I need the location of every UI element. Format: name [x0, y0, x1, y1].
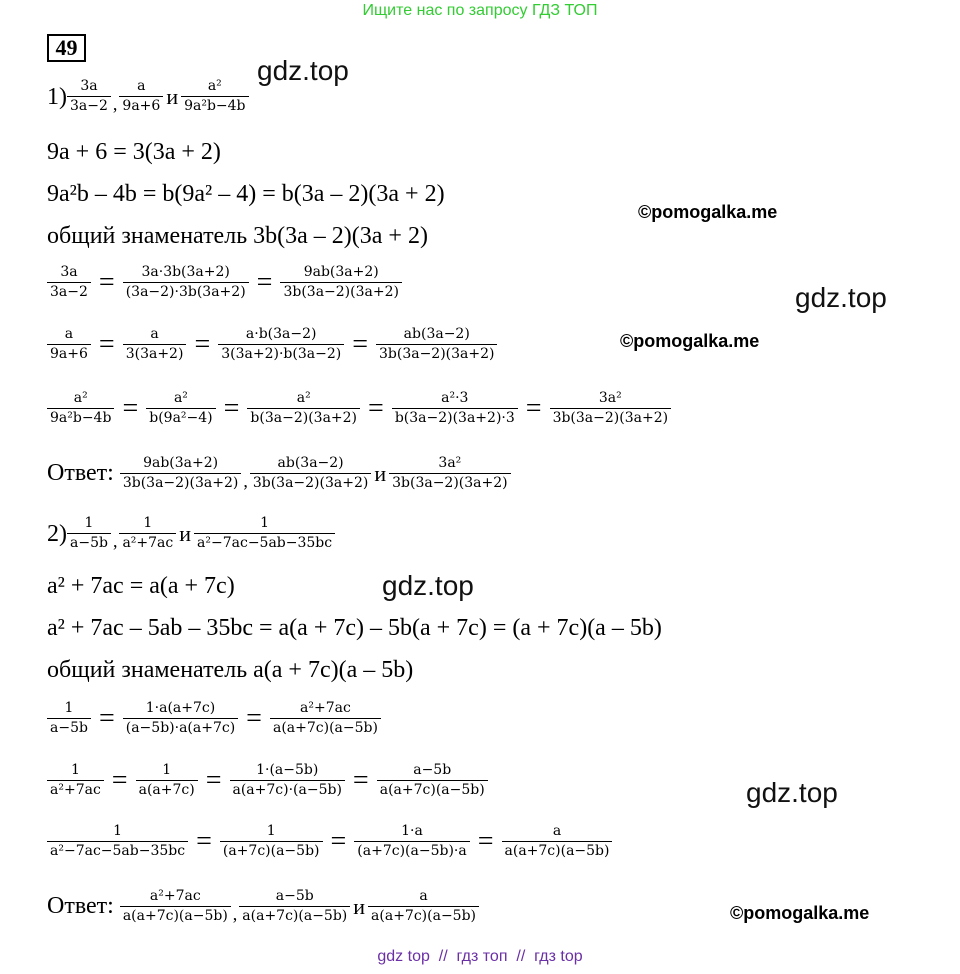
part1-line3: общий знаменатель 3b(3a – 2)(3a + 2): [47, 223, 428, 249]
comma: ,: [232, 904, 238, 924]
equals-sign: =: [352, 328, 368, 360]
comma: ,: [112, 531, 118, 551]
numerator: 1: [266, 823, 276, 839]
fraction: [247, 390, 360, 427]
numerator: ab(3a−2): [277, 455, 344, 471]
equals-sign: =: [196, 825, 212, 857]
denominator: a(a+7c)(a−5b): [368, 906, 479, 925]
fraction: [119, 78, 163, 115]
part1-equation-2: [47, 326, 497, 363]
denominator: (3a−2)·3b(3a+2): [123, 282, 249, 301]
denominator: 3(3a+2)·b(3a−2): [218, 344, 344, 363]
watermark-gdz-4: gdz.top: [746, 777, 838, 808]
denominator: b(3a−2)(3a+2): [247, 408, 360, 427]
equals-sign: =: [256, 266, 273, 298]
part2-label: 2): [47, 520, 67, 547]
watermark-gdz-3: gdz.top: [382, 570, 474, 601]
equals-sign: =: [194, 328, 211, 360]
part2-line1: a² + 7ac = a(a + 7c): [47, 573, 235, 599]
part1-answer: [47, 455, 511, 492]
fraction: [120, 888, 231, 925]
denominator: a²−7ac−5ab−35bc: [194, 533, 335, 552]
comma: ,: [243, 471, 248, 491]
fraction: [47, 700, 91, 737]
denominator: 9a²b−4b: [181, 96, 248, 115]
equals-sign: =: [368, 392, 384, 424]
fraction: [218, 326, 344, 363]
denominator: (a+7c)(a−5b)·a: [354, 841, 469, 860]
numerator: a²: [207, 78, 222, 94]
denominator: a²+7ac: [119, 533, 176, 552]
fraction: [377, 762, 488, 799]
fraction: [67, 78, 111, 115]
numerator: 1: [64, 700, 74, 716]
fraction: [67, 515, 111, 552]
watermark-gdz-2: gdz.top: [795, 282, 887, 313]
fraction: [47, 762, 104, 799]
numerator: 1: [113, 823, 122, 839]
numerator: 1: [162, 762, 172, 778]
numerator: 1·(a−5b): [256, 762, 319, 778]
equals-sign: =: [205, 764, 222, 796]
denominator: 9a+6: [119, 96, 163, 115]
header-search-hint[interactable]: Ищите нас по запросу ГДЗ ТОП: [362, 2, 598, 19]
numerator: 1·a: [401, 823, 423, 839]
fraction: [194, 515, 335, 552]
denominator: a(a+7c)·(a−5b): [230, 780, 345, 799]
equals-sign: =: [122, 392, 139, 424]
denominator: a²+7ac: [47, 780, 104, 799]
numerator: 9ab(3a+2): [143, 455, 219, 471]
numerator: 3a²: [598, 390, 622, 406]
answer-label: Ответ:: [47, 893, 114, 919]
part2-answer: [47, 888, 479, 925]
part1-equation-3: [47, 390, 671, 427]
fraction: [47, 326, 91, 363]
numerator: a−5b: [275, 888, 314, 904]
denominator: b(3a−2)(3a+2)·3: [392, 408, 518, 427]
fraction: [181, 78, 248, 115]
numerator: a: [419, 888, 428, 904]
comma: ,: [112, 94, 118, 114]
numerator: 3a²: [438, 455, 462, 471]
watermark-gdz-1: gdz.top: [257, 55, 349, 86]
part2-equation-2: [47, 762, 488, 799]
denominator: (a−5b)·a(a+7c): [123, 718, 238, 737]
denominator: 3a−2: [47, 282, 91, 301]
part2-equation-3: [47, 823, 612, 860]
numerator: a²: [173, 390, 188, 406]
numerator: 1: [143, 515, 153, 531]
numerator: a−5b: [413, 762, 452, 778]
numerator: ab(3a−2): [403, 326, 470, 342]
denominator: a(a+7c)(a−5b): [239, 906, 350, 925]
numerator: 1: [84, 515, 94, 531]
numerator: 1: [70, 762, 80, 778]
fraction: [250, 455, 372, 492]
numerator: 1·a(a+7c): [145, 700, 216, 716]
equals-sign: =: [111, 764, 128, 796]
numerator: 3a·3b(3a+2): [141, 264, 230, 280]
part1-label: 1): [47, 83, 67, 110]
denominator: 9a+6: [47, 344, 91, 363]
denominator: 9a²b−4b: [47, 408, 114, 427]
denominator: a(a+7c)(a−5b): [120, 906, 231, 925]
fraction: [230, 762, 345, 799]
denominator: b(9a²−4): [146, 408, 215, 427]
numerator: a²: [73, 390, 88, 406]
equals-sign: =: [98, 702, 115, 734]
watermark-pomogalka-2: ©pomogalka.me: [620, 331, 760, 351]
part2-equation-1: [47, 700, 381, 737]
denominator: (a+7c)(a−5b): [220, 841, 323, 860]
denominator: a²−7ac−5ab−35bc: [47, 841, 188, 860]
fraction: [119, 515, 176, 552]
numerator: 3a: [80, 78, 98, 94]
fraction: [123, 700, 238, 737]
part1-line1: 9a + 6 = 3(3a + 2): [47, 139, 221, 165]
denominator: 3b(3a−2)(3a+2): [250, 473, 372, 492]
conjunction: и: [179, 520, 192, 546]
equals-sign: =: [246, 702, 262, 734]
denominator: 3b(3a−2)(3a+2): [550, 408, 672, 427]
numerator: a²+7ac: [149, 888, 201, 904]
numerator: 1: [260, 515, 270, 531]
part2-line2: a² + 7ac – 5ab – 35bc = a(a + 7c) – 5b(a + 7c) = (a + 7c)(a – 5b): [47, 615, 662, 641]
fraction: [354, 823, 469, 860]
equals-sign: =: [330, 825, 347, 857]
fraction: [120, 455, 242, 492]
fraction: [47, 264, 91, 301]
fraction: [123, 264, 249, 301]
denominator: a(a+7c)(a−5b): [377, 780, 488, 799]
equals-sign: =: [477, 825, 494, 857]
part2-line3: общий знаменатель a(a + 7c)(a – 5b): [47, 657, 414, 683]
fraction: [270, 700, 381, 737]
fraction: [280, 264, 402, 301]
denominator: a(a+7c): [136, 780, 198, 799]
conjunction: и: [166, 83, 179, 109]
footer-links[interactable]: gdz top // гдз топ // гдз top: [377, 948, 583, 965]
fraction: [502, 823, 613, 860]
fraction: [47, 390, 114, 427]
fraction: [392, 390, 518, 427]
denominator: 3b(3a−2)(3a+2): [376, 344, 498, 363]
numerator: a: [137, 78, 146, 94]
equals-sign: =: [352, 764, 369, 796]
fraction: [239, 888, 350, 925]
fraction: [123, 326, 187, 363]
problem-number: 49: [47, 34, 86, 62]
part2-statement: [47, 515, 335, 552]
equals-sign: =: [525, 392, 542, 424]
fraction: [368, 888, 479, 925]
watermark-pomogalka-3: ©pomogalka.me: [730, 903, 870, 923]
fraction: [47, 823, 188, 860]
denominator: a(a+7c)(a−5b): [502, 841, 613, 860]
denominator: a−5b: [47, 718, 91, 737]
denominator: 3(3a+2): [123, 344, 187, 363]
numerator: a²: [296, 390, 311, 406]
fraction: [376, 326, 498, 363]
fraction: [389, 455, 511, 492]
denominator: 3b(3a−2)(3a+2): [120, 473, 242, 492]
denominator: 3a−2: [67, 96, 111, 115]
numerator: a: [552, 823, 562, 839]
watermark-pomogalka-1: ©pomogalka.me: [638, 202, 778, 222]
equals-sign: =: [98, 266, 115, 298]
part1-equation-1: [47, 264, 402, 301]
fraction: [220, 823, 323, 860]
numerator: a²+7ac: [300, 700, 351, 716]
denominator: a−5b: [67, 533, 111, 552]
numerator: a: [150, 326, 159, 342]
fraction: [146, 390, 215, 427]
denominator: 3b(3a−2)(3a+2): [389, 473, 511, 492]
numerator: a·b(3a−2): [245, 326, 317, 342]
conjunction: и: [353, 893, 366, 919]
numerator: 9ab(3a+2): [303, 264, 379, 280]
denominator: a(a+7c)(a−5b): [270, 718, 381, 737]
fraction: [136, 762, 198, 799]
numerator: a: [64, 326, 74, 342]
denominator: 3b(3a−2)(3a+2): [280, 282, 402, 301]
numerator: a²·3: [441, 390, 469, 406]
conjunction: и: [374, 460, 387, 486]
equals-sign: =: [98, 328, 115, 360]
part1-statement: [47, 78, 249, 115]
fraction: [550, 390, 672, 427]
part1-line2: 9a²b – 4b = b(9a² – 4) = b(3a – 2)(3a + 2): [47, 181, 445, 207]
answer-label: Ответ:: [47, 460, 114, 486]
numerator: 3a: [60, 264, 78, 280]
equals-sign: =: [223, 392, 240, 424]
